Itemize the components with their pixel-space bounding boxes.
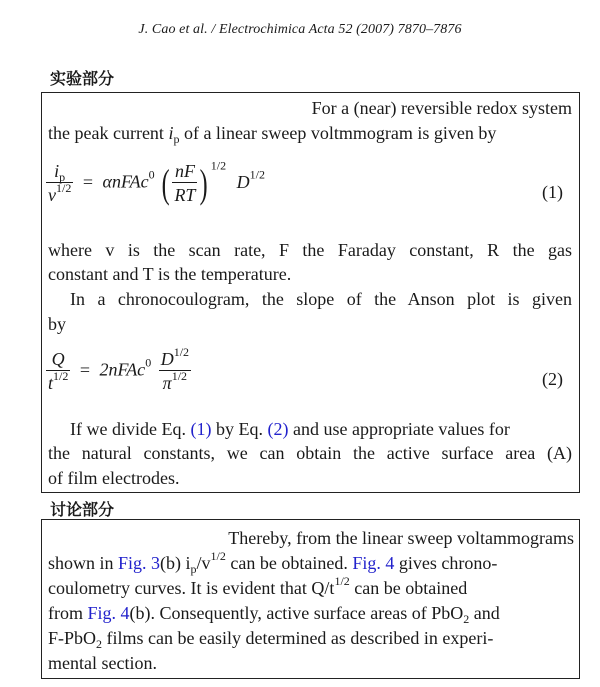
section-title-discussion: 讨论部分 (50, 500, 115, 519)
fig3-reference-link[interactable]: Fig. 3 (118, 553, 161, 573)
p1-line1: For a (near) reversible redox system (311, 98, 572, 118)
p4-line1: If we divide Eq. (1) by Eq. (2) and use appropriate values for (70, 419, 510, 439)
p3-line1: In a chronocoulogram, the slope of the Anson plot is given (70, 289, 572, 309)
eq1-reference-link[interactable]: (1) (190, 419, 212, 439)
s2-line4: from Fig. 4(b). Consequently, active surface areas of PbO$_2$ and (48, 603, 500, 626)
s2-line5: F-PbO$_2$ films can be easily determined as described in experi- (48, 628, 494, 651)
p3-line2: by (48, 314, 66, 334)
p4-line2: the natural constants, we can obtain the active surface area (A) (48, 443, 572, 463)
s2-line6: mental section. (48, 653, 157, 673)
eq2-reference-link[interactable]: (2) (267, 419, 289, 439)
equation-1-number: (1) (542, 182, 563, 202)
p1-line2: the peak current $i_p$ of a linear sweep voltmmogram is given by (48, 123, 497, 146)
equation-2-number: (2) (542, 369, 563, 389)
fig4b-reference-link[interactable]: Fig. 4 (87, 603, 130, 623)
section-title-experimental: 实验部分 (50, 69, 115, 88)
equation-2: $\frac{Q}{t^{1/2}}$ = 2nFAc$^0$ $\frac{D^{1/2}}{\pi^{1/2}}$ (48, 345, 190, 393)
p4-line3: of film electrodes. (48, 468, 180, 488)
fig4-reference-link[interactable]: Fig. 4 (352, 553, 395, 573)
journal-header: J. Cao et al. / Electrochimica Acta 52 (2007) 7870–7876 (138, 22, 462, 37)
s2-line1: Thereby, from the linear sweep voltammograms (228, 528, 574, 548)
equation-1: $\frac{i_p}{v^{1/2}}$ = αnFAc$^0$ ( $\frac{nF}{RT}$ ) $^{1/2}$ $D^{1/2}$ (48, 158, 265, 206)
s2-line2: shown in Fig. 3(b) $i_p/v^{1/2}$ can be obtained. Fig. 4 gives chrono- (48, 549, 498, 576)
s2-line3: coulometry curves. It is evident that $Q/t^{1/2}$ can be obtained (48, 574, 468, 598)
p2-line1: where v is the scan rate, F the Faraday constant, R the gas (48, 240, 572, 260)
p2-line2: constant and T is the temperature. (48, 264, 292, 284)
